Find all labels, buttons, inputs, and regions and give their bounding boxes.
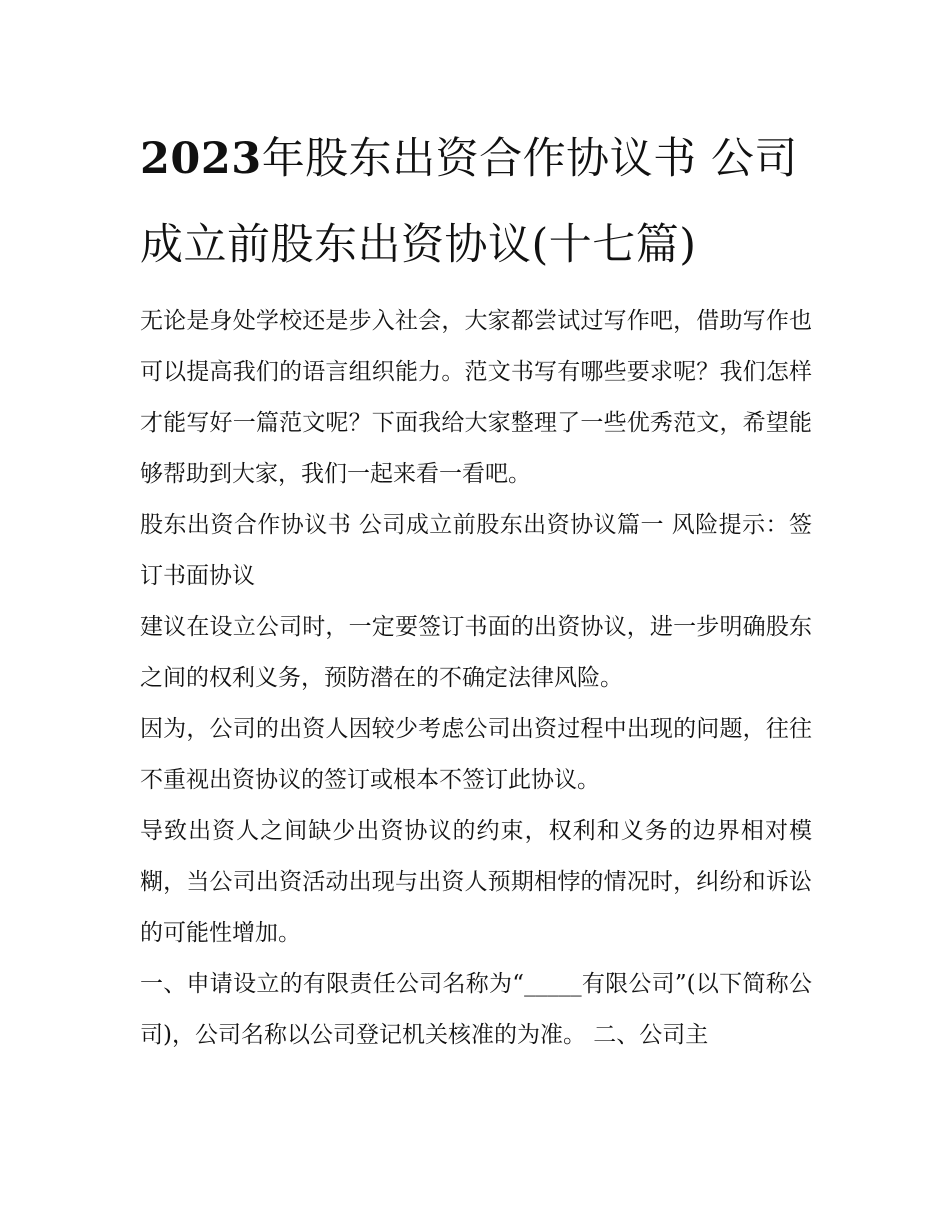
paragraph-consequence: 导致出资人之间缺少出资协议的约束，权利和义务的边界相对模糊，当公司出资活动出现与出资人预期相悖的情况时，纠纷和诉讼的可能性增加。 bbox=[140, 818, 812, 946]
paragraph-intro: 无论是身处学校还是步入社会，大家都尝试过写作吧，借助写作也可以提高我们的语言组织能力。范文书写有哪些要求呢？我们怎样才能写好一篇范文呢？下面我给大家整理了一些优秀范文，希望能够帮助到大家，我们一起来看一看吧。 bbox=[140, 308, 812, 487]
document-body bbox=[140, 296, 812, 1061]
paragraph-reason: 因为，公司的出资人因较少考虑公司出资过程中出现的问题，往往不重视出资协议的签订或根本不签订此协议。 bbox=[140, 716, 812, 793]
paragraph-clause-one: 一、申请设立的有限责任公司名称为“_____有限公司”(以下简称公司)，公司名称以公司登记机关核准的为准。 二、公司主 bbox=[140, 971, 812, 1048]
paragraph-risk-heading: 股东出资合作协议书 公司成立前股东出资协议篇一 风险提示：签订书面协议 bbox=[140, 512, 812, 589]
paragraph-advice: 建议在设立公司时，一定要签订书面的出资协议，进一步明确股东之间的权利义务，预防潜在的不确定法律风险。 bbox=[140, 614, 812, 691]
title-year: 2023 bbox=[140, 134, 262, 184]
title-text: 年股东出资合作协议书 公司成立前股东出资协议(十七篇) bbox=[140, 134, 798, 270]
document-page bbox=[140, 116, 812, 1061]
document-title bbox=[140, 116, 812, 288]
